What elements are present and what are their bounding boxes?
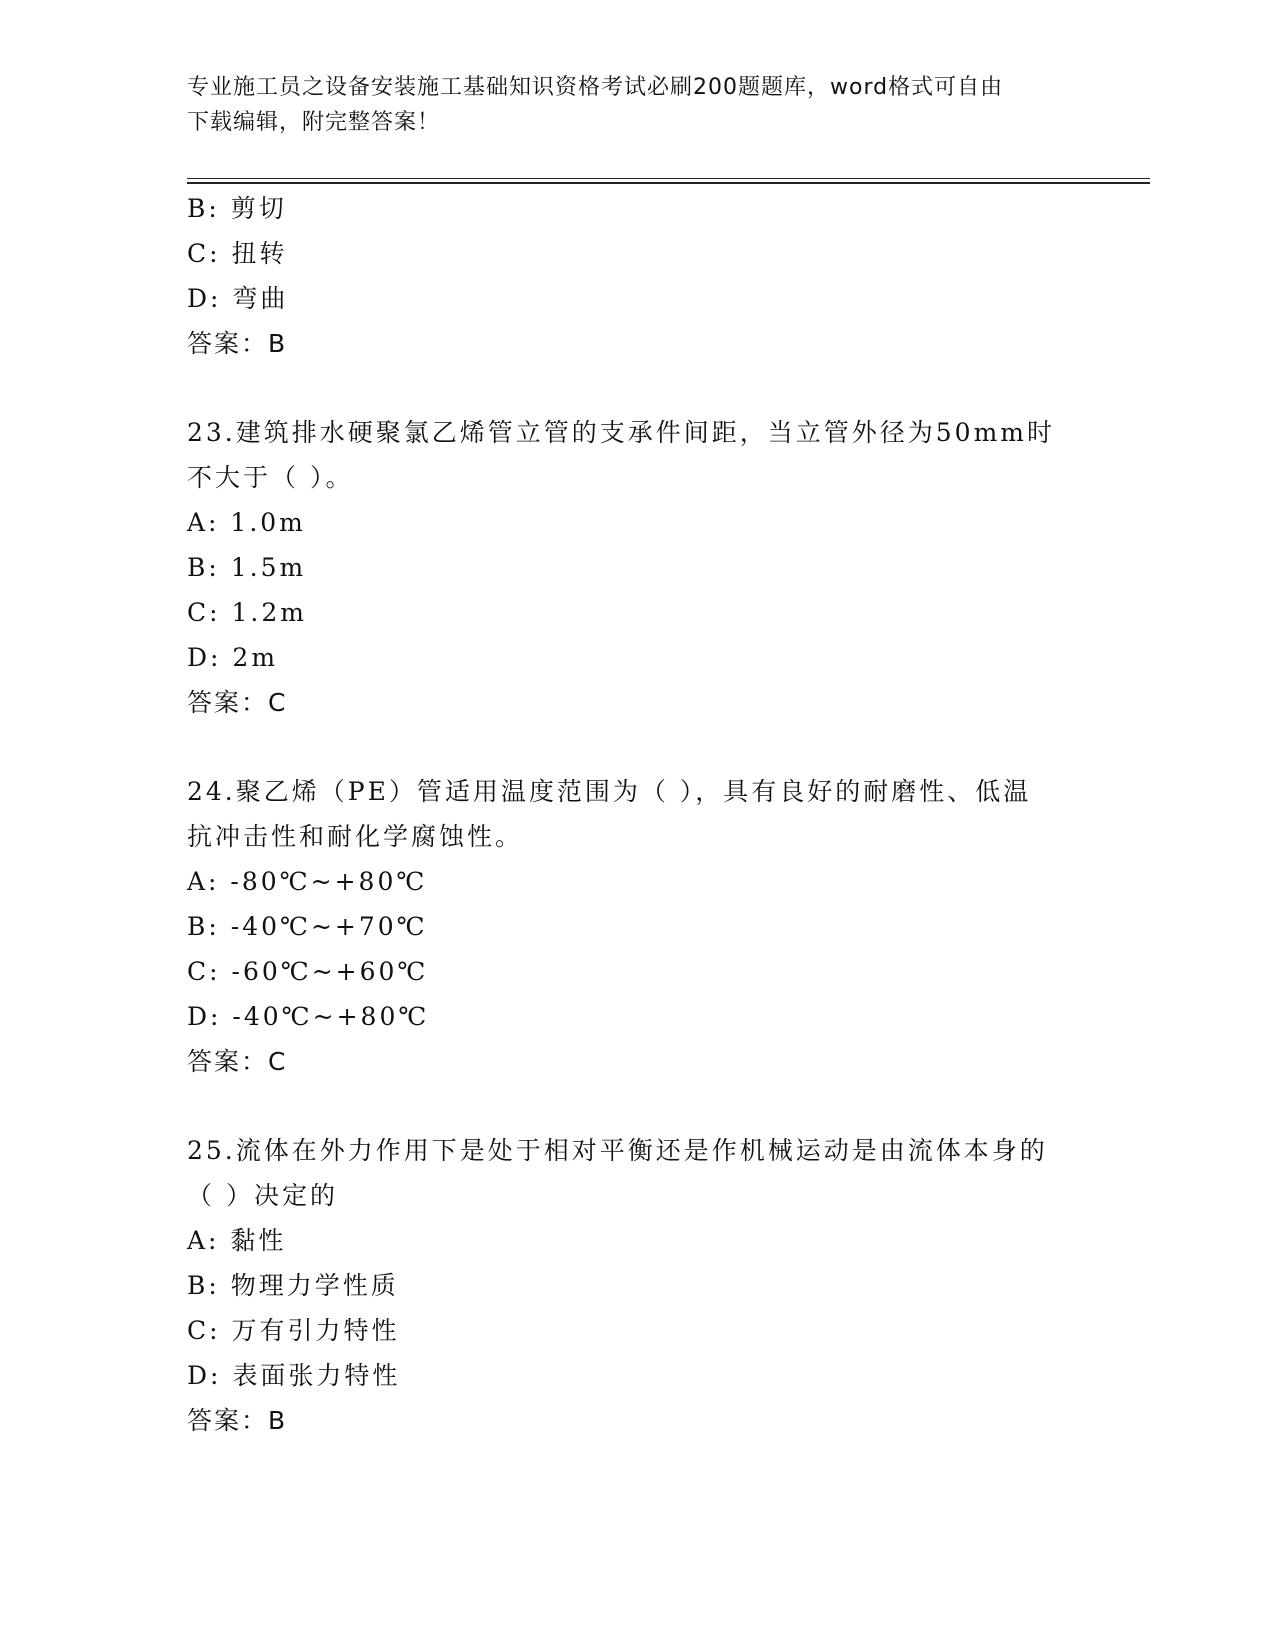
question-text-line-1: 23.建筑排水硬聚氯乙烯管立管的支承件间距，当立管外径为50mm时: [187, 418, 1055, 447]
option-d: D: -40℃~+80℃: [187, 1002, 430, 1031]
option-c: C: 万有引力特性: [187, 1316, 400, 1345]
question-23: [187, 410, 1087, 725]
question-text-line-2: （ ）决定的: [187, 1181, 338, 1210]
question-text-line-1: 24.聚乙烯（PE）管适用温度范围为（ ），具有良好的耐磨性、低温: [187, 777, 1032, 806]
header-divider-thick: [187, 182, 1150, 184]
option-d: D: 2m: [187, 643, 279, 672]
question-list: [187, 186, 1087, 1443]
question-text-line-2: 抗冲击性和耐化学腐蚀性。: [187, 822, 524, 851]
option-b: B: 剪切: [187, 194, 287, 223]
option-c: C: 1.2m: [187, 598, 307, 627]
option-b: B: -40℃~+70℃: [187, 912, 428, 941]
option-c: C: 扭转: [187, 239, 288, 268]
question-24: [187, 769, 1087, 1084]
option-c: C: -60℃~+60℃: [187, 957, 429, 986]
option-d: D: 弯曲: [187, 284, 289, 313]
question-text-line-1: 25.流体在外力作用下是处于相对平衡还是作机械运动是由流体本身的: [187, 1136, 1048, 1165]
document-header: [187, 70, 1087, 140]
answer: 答案：B: [187, 1406, 288, 1435]
question-22: [187, 186, 1087, 366]
header-line-1: 专业施工员之设备安装施工基础知识资格考试必刷200题题库，word格式可自由: [187, 75, 1004, 100]
answer: 答案：C: [187, 1047, 288, 1076]
option-b: B: 1.5m: [187, 553, 307, 582]
option-a: A: 1.0m: [187, 508, 306, 537]
header-line-2: 下载编辑，附完整答案！: [187, 110, 441, 135]
option-a: A: 黏性: [187, 1226, 287, 1255]
answer: 答案：C: [187, 688, 288, 717]
option-b: B: 物理力学性质: [187, 1271, 399, 1300]
question-text-line-2: 不大于（ ）。: [187, 463, 354, 492]
option-a: A: -80℃~+80℃: [187, 867, 428, 896]
question-text: [187, 769, 1067, 859]
header-divider-thin: [187, 178, 1150, 179]
option-d: D: 表面张力特性: [187, 1361, 401, 1390]
answer: 答案：B: [187, 329, 288, 358]
question-25: [187, 1128, 1087, 1443]
question-text: [187, 1128, 1067, 1218]
question-text: [187, 410, 1067, 500]
